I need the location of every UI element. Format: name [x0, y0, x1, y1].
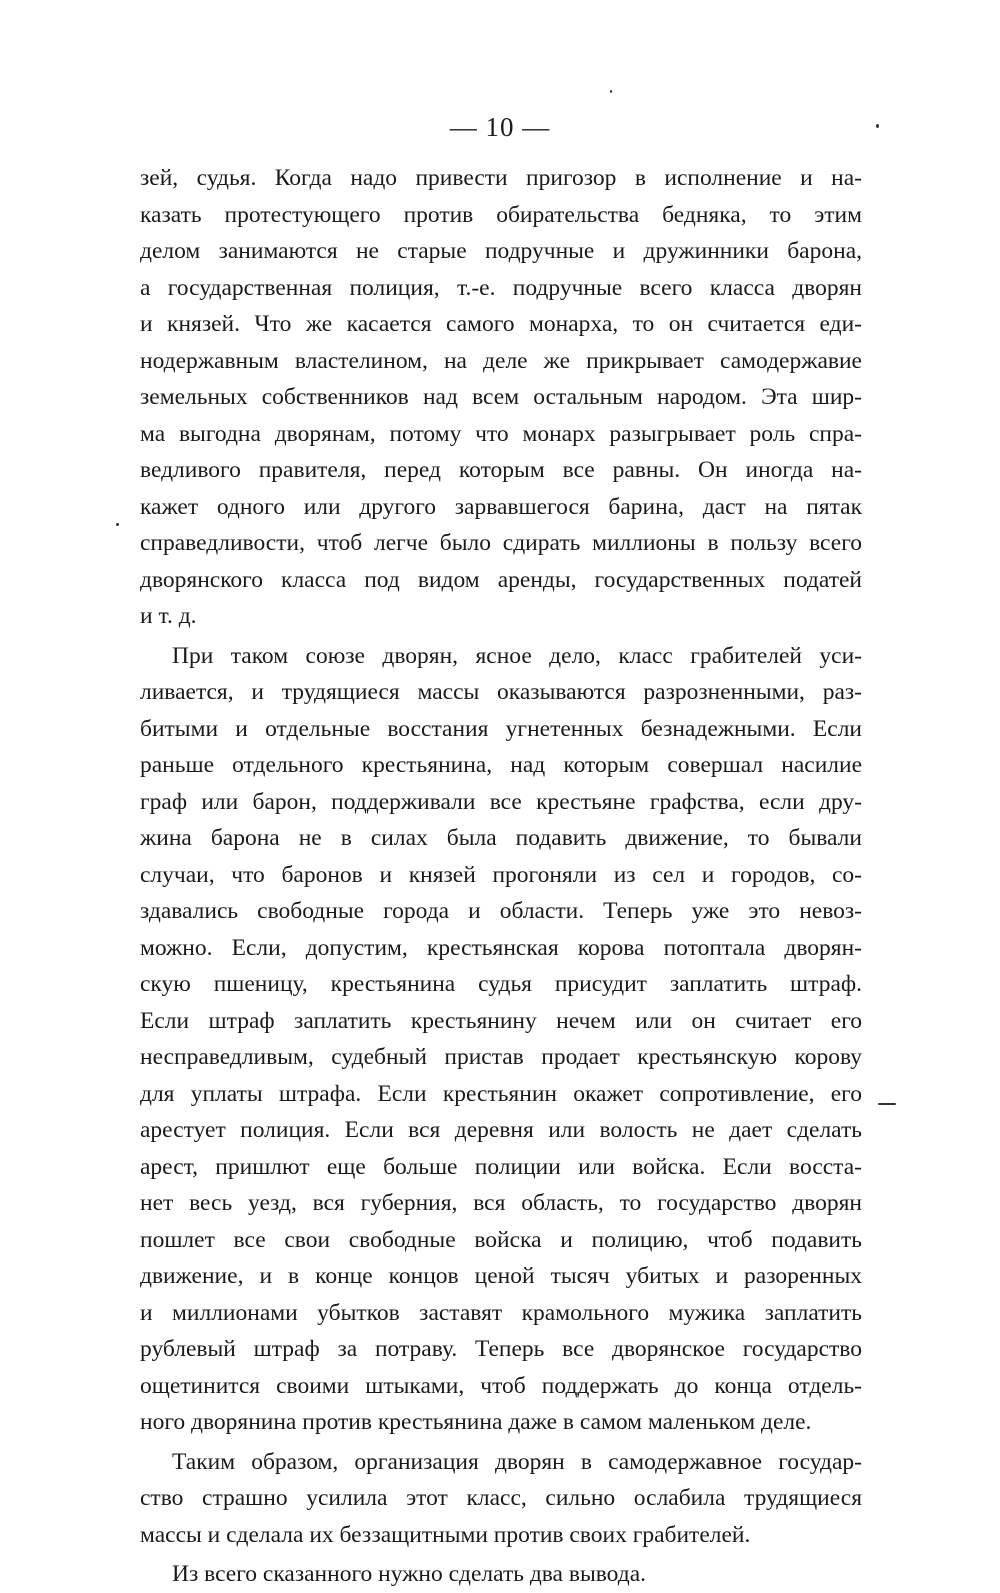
text-line: справедливости, чтоб легче было сдирать миллионы в пользу всего [140, 530, 862, 556]
text-line: зей, судья. Когда надо привести пригозор в исполнение и на- [140, 165, 862, 191]
scan-speck [878, 1103, 896, 1105]
text-line: для уплаты штрафа. Если крестьянин окажет сопротивление, его [140, 1080, 862, 1107]
paragraph-1 [140, 160, 862, 635]
text-line: нодержавным властелином, на деле же прикрывает самодержавие [140, 347, 862, 374]
text-line: случаи, что баронов и князей прогоняли из сел и городов, со- [140, 861, 862, 888]
text-line: битыми и отдельные восстания угнетенных безнадежными. Если [140, 715, 862, 742]
scan-speck [610, 90, 612, 93]
text-line: нет весь уезд, вся губерния, вся область, то государство дворян [140, 1190, 862, 1216]
text-line: движение, и в конце концов ценой тысяч убитых и разоренных [140, 1263, 862, 1289]
text-line: Из всего сказанного нужно сделать два вывода. [172, 1561, 647, 1587]
text-line: несправедливым, судебный пристав продает крестьянскую корову [140, 1044, 862, 1070]
text-line: массы и сделала их беззащитными против своих грабителей. [140, 1521, 751, 1548]
text-line: ного дворянина против крестьянина даже в самом маленьком деле. [140, 1409, 812, 1435]
text-line: а государственная полиция, т.-е. подручные всего класса дворян [140, 274, 862, 301]
text-line: ма выгодна дворянам, потому что монарх разыгрывает роль спра- [140, 420, 862, 447]
text-line: пошлет все свои свободные войска и полицию, чтоб подавить [140, 1226, 862, 1253]
text-line: ведливого правителя, перед которым все равны. Он иногда на- [140, 457, 862, 483]
text-line: арест, пришлют еще больше полиции или войска. Если восста- [140, 1153, 862, 1180]
text-line: кажет одного или другого зарвавшегося барина, даст на пятак [140, 493, 862, 520]
page-body [140, 160, 862, 1593]
scan-speck [116, 523, 119, 526]
paragraph-2 [140, 638, 862, 1441]
text-line: здавались свободные города и области. Теперь уже это невоз- [140, 898, 862, 924]
text-line: рублевый штраф за потраву. Теперь все дворянское государство [140, 1336, 862, 1362]
text-line: и т. д. [140, 603, 197, 629]
text-line: казать протестующего против обирательства бедняка, то этим [140, 201, 862, 228]
text-line: и миллионами убытков заставят крамольного мужика заплатить [140, 1299, 862, 1326]
text-line: При таком союзе дворян, ясное дело, класс грабителей уси- [172, 642, 862, 669]
paragraph-3 [140, 1444, 862, 1554]
text-line: Таким образом, организация дворян в самодержавное государ- [172, 1448, 862, 1475]
scan-speck [876, 124, 879, 128]
text-line: Если штраф заплатить крестьянину нечем или он считает его [140, 1007, 862, 1034]
text-line: ство страшно усилила этот класс, сильно ослабила трудящиеся [140, 1485, 862, 1511]
text-line: делом занимаются не старые подручные и дружинники барона, [140, 238, 862, 264]
text-line: ощетинится своими штыками, чтоб поддержать до конца отдель- [140, 1372, 862, 1399]
text-line: арестует полиция. Если вся деревня или волость не дает сделать [140, 1117, 862, 1143]
text-line: ливается, и трудящиеся массы оказываются разрозненными, раз- [140, 679, 862, 705]
text-line: скую пшеницу, крестьянина судья присудит заплатить штраф. [140, 971, 862, 997]
text-line: жина барона не в силах была подавить движение, то бывали [140, 825, 862, 851]
text-line: дворянского класса под видом аренды, государственных податей [140, 566, 862, 593]
text-line: земельных собственников над всем остальным народом. Эта шир- [140, 384, 862, 410]
paragraph-4 [140, 1556, 862, 1593]
page-number: — 10 — [449, 112, 551, 142]
text-line: можно. Если, допустим, крестьянская корова потоптала дворян- [140, 934, 862, 961]
text-line: раньше отдельного крестьянина, над которым совершал насилие [140, 752, 862, 778]
text-line: граф или барон, поддерживали все крестьяне графства, если дру- [140, 788, 862, 815]
text-line: и князей. Что же касается самого монарха, то он считается еди- [140, 311, 862, 337]
